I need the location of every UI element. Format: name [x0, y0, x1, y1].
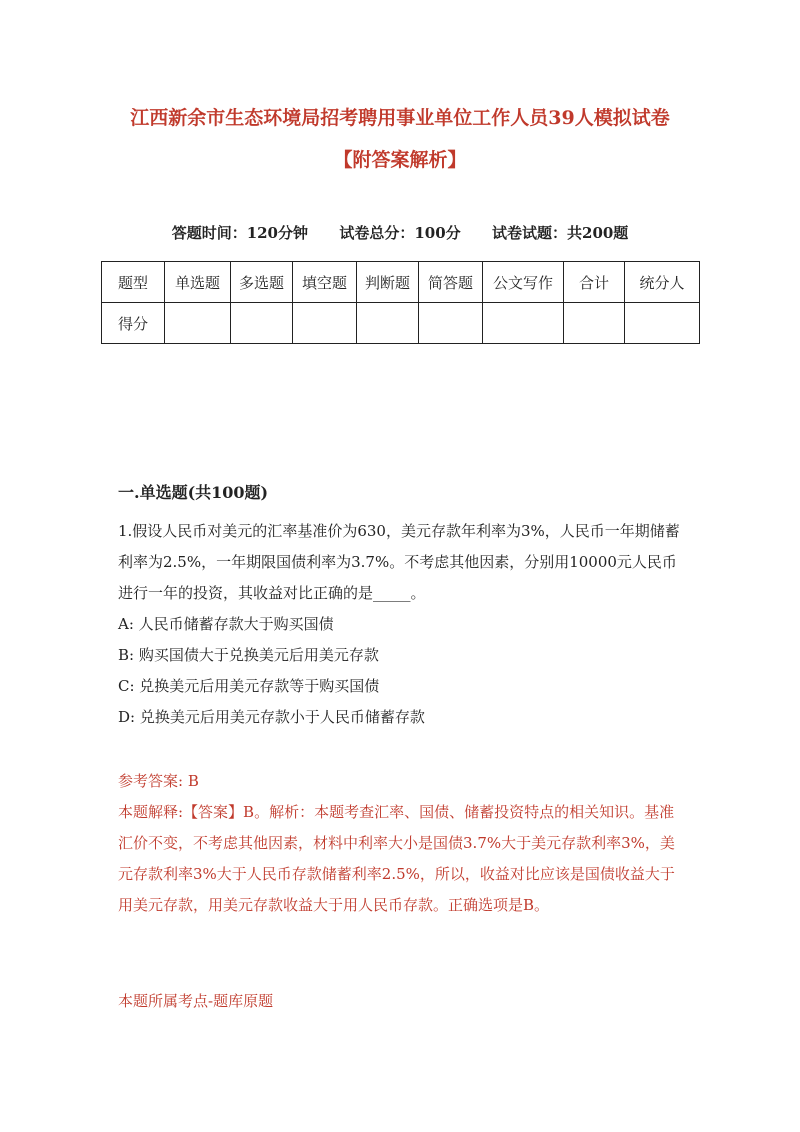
table-header-cell: 公文写作 [483, 262, 564, 303]
document-subtitle: 【附答案解析】 [333, 149, 467, 171]
option-b: B: 购买国债大于兑换美元后用美元存款 [118, 646, 379, 664]
option-a: A: 人民币储蓄存款大于购买国债 [118, 615, 334, 633]
table-header-cell: 判断题 [357, 262, 419, 303]
exam-info-line [0, 222, 800, 244]
score-cell [483, 303, 564, 344]
score-cell [165, 303, 231, 344]
score-cell [625, 303, 700, 344]
exam-total-score: 试卷总分：100分 [339, 224, 461, 242]
score-cell [357, 303, 419, 344]
score-cell [231, 303, 293, 344]
answer-analysis: 本题解释:【答案】B。解析：本题考查汇率、国债、储蓄投资特点的相关知识。基准汇价不变，不考虑其他因素，材料中利率大小是国债3.7%大于美元存款利率3%，美元存款利率3%大于人民币存款储蓄利率2.5%，所以，收益对比应该是国债收益大于用美元存款，用美元存款收益大于用人民币存款。正确选项是B。 [118, 803, 675, 914]
score-cell [293, 303, 357, 344]
table-header-cell: 多选题 [231, 262, 293, 303]
reference-answer: 参考答案: B [118, 772, 199, 790]
table-header-cell: 题型 [102, 262, 165, 303]
document-title: 江西新余市生态环境局招考聘用事业单位工作人员39人模拟试卷 [130, 107, 670, 129]
exam-duration: 答题时间：120分钟 [171, 224, 308, 242]
section-heading: 一.单选题(共100题) [118, 483, 269, 502]
table-row-label: 得分 [102, 303, 165, 344]
exam-question-count: 试卷试题：共200题 [492, 224, 629, 242]
score-cell [564, 303, 625, 344]
knowledge-point: 本题所属考点-题库原题 [118, 992, 274, 1010]
option-c: C: 兑换美元后用美元存款等于购买国债 [118, 677, 380, 695]
score-cell [419, 303, 483, 344]
table-header-cell: 单选题 [165, 262, 231, 303]
score-table-score-row [102, 303, 700, 344]
table-header-cell: 简答题 [419, 262, 483, 303]
score-table [101, 261, 700, 344]
question-stem: 1.假设人民币对美元的汇率基准价为630，美元存款年利率为3%，人民币一年期储蓄利率为2.5%，一年期限国债利率为3.7%。不考虑其他因素，分别用10000元人民币进行一年的投资，其收益对比正确的是_____。 [118, 522, 680, 602]
option-d: D: 兑换美元后用美元存款小于人民币储蓄存款 [118, 708, 425, 726]
table-header-cell: 填空题 [293, 262, 357, 303]
table-header-cell: 合计 [564, 262, 625, 303]
table-header-cell: 统分人 [625, 262, 700, 303]
score-table-header-row [102, 262, 700, 303]
